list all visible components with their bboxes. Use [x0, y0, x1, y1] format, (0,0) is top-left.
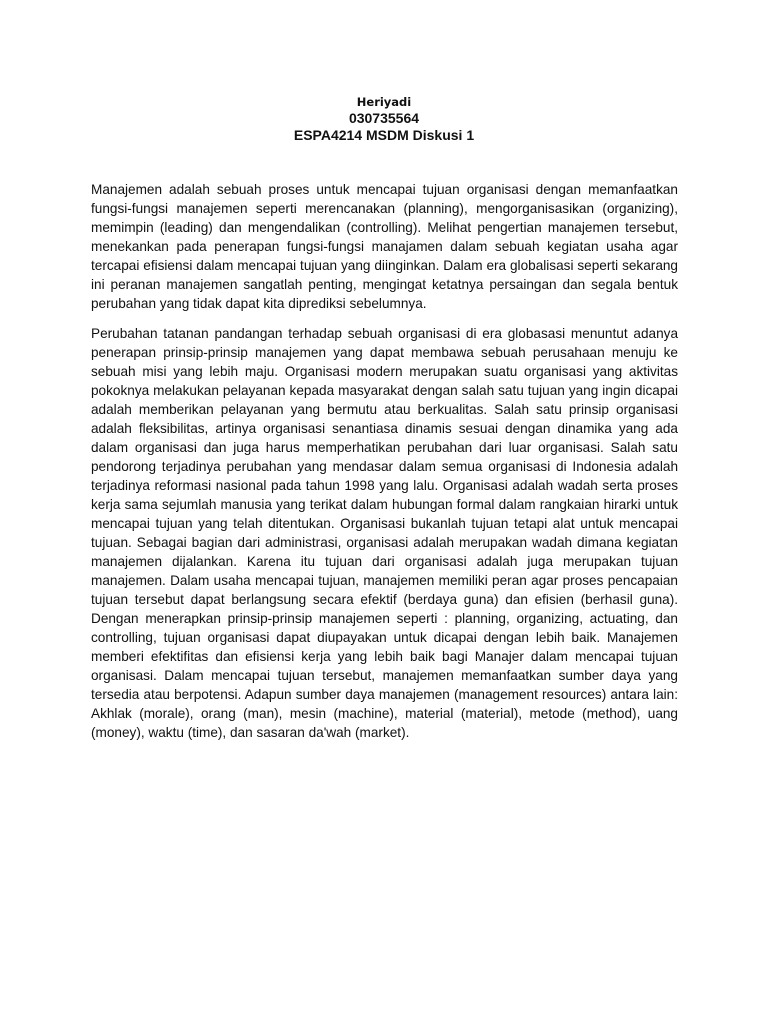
course-title: ESPA4214 MSDM Diskusi 1 — [293, 127, 475, 143]
document-body — [91, 180, 678, 753]
author-name: Heriyadi — [356, 95, 412, 109]
paragraph-1: Manajemen adalah sebuah proses untuk mencapai tujuan organisasi dengan memanfaatkan fungsi-fungsi manajemen seperti merencanakan (planning), mengorganisasikan (organizing), memimpin (leading) dan mengendalikan (controlling). Melihat pengertian manajemen tersebut, menekankan pada penerapan fungsi-fungsi manajamen dalam sebuah kegiatan usaha agar tercapai efisiensi dalam mencapai tujuan yang diinginkan. Dalam era globalisasi seperti sekarang ini peranan manajemen sangatlah penting, mengingat ketatnya persaingan dan segala bentuk perubahan yang tidak dapat kita diprediksi sebelumnya. — [91, 182, 678, 311]
document-header — [0, 94, 768, 144]
paragraph-2: Perubahan tatanan pandangan terhadap sebuah organisasi di era globasasi menuntut adanya penerapan prinsip-prinsip manajemen yang dapat membawa sebuah perusahaan menuju ke sebuah misi yang lebih maju. Organisasi modern merupakan suatu organisasi yang aktivitas pokoknya melakukan pelayanan kepada masyarakat dengan salah satu tujuan yang ingin dicapai adalah memberikan pelayanan yang bermutu atau berkualitas. Salah satu prinsip organisasi adalah fleksibilitas, artinya organisasi senantiasa dinamis sesuai dengan dinamika yang ada dalam organisasi dan juga harus memperhatikan perubahan dari luar organisasi. Salah satu pendorong terjadinya perubahan yang mendasar dalam semua organisasi di Indonesia adalah terjadinya reformasi nasional pada tahun 1998 yang lalu. Organisasi adalah wadah serta proses kerja sama sejumlah manusia yang terikat dalam hubungan formal dalam rangkaian hirarki untuk mencapai tujuan yang telah ditentukan. Organisasi bukanlah tujuan tetapi alat untuk mencapai tujuan. Sebagai bagian dari administrasi, organisasi adalah merupakan wadah dimana kegiatan manajemen dijalankan. Karena itu tujuan dari organisasi adalah juga merupakan tujuan manajemen. Dalam usaha mencapai tujuan, manajemen memiliki peran agar proses pencapaian tujuan tersebut dapat berlangsung secara efektif (berdaya guna) dan efisien (berhasil guna). Dengan menerapkan prinsip-prinsip manajemen seperti : planning, organizing, actuating, dan controlling, tujuan organisasi dapat diupayakan untuk dicapai dengan lebih baik. Manajemen memberi efektifitas dan efisiensi kerja yang lebih baik bagi Manajer dalam mencapai tujuan organisasi. Dalam mencapai tujuan tersebut, manajemen memanfaatkan sumber daya yang tersedia atau berpotensi. Adapun sumber daya manajemen (management resources) antara lain: Akhlak (morale), orang (man), mesin (machine), material (material), metode (method), uang (money), waktu (time), dan sasaran da'wah (market). — [91, 326, 678, 740]
student-id: 030735564 — [348, 110, 420, 126]
